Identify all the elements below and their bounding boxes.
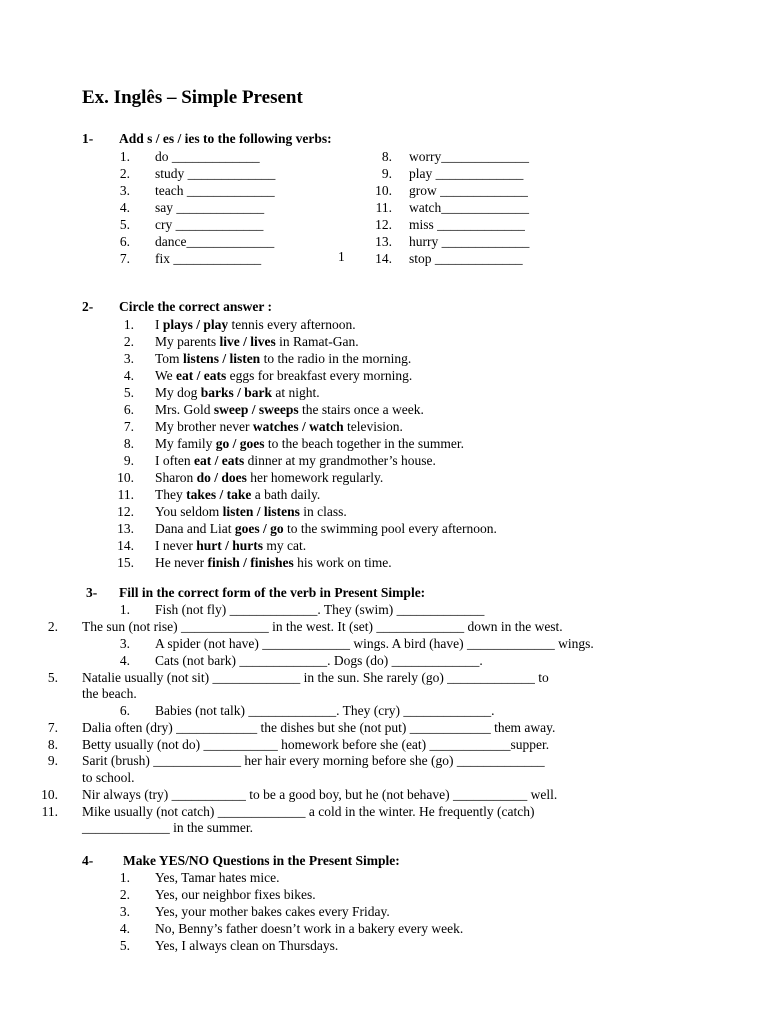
- item-text: [155, 504, 347, 519]
- list-item: [116, 233, 275, 250]
- sentence-end: to the beach together in the summer.: [264, 436, 464, 451]
- answer-choices[interactable]: listens / listen: [182, 351, 261, 366]
- sentence-end: to the radio in the morning.: [260, 351, 412, 366]
- list-item: [116, 199, 275, 216]
- sentence-start: I often: [155, 453, 194, 468]
- answer-choices[interactable]: listen / listens: [222, 504, 300, 519]
- answer-choices[interactable]: eat / eats: [193, 453, 245, 468]
- item-number: 5.: [119, 938, 130, 953]
- section-3-item-11-continued: _____________ in the summer.: [82, 820, 253, 835]
- item-text: No, Benny’s father doesn’t work in a bakery every week.: [155, 921, 464, 936]
- item-text: watch_____________: [409, 200, 529, 215]
- item-text: [155, 368, 412, 383]
- list-item: [370, 216, 529, 233]
- item-number: 8.: [47, 737, 58, 752]
- item-text: [155, 317, 356, 332]
- list-item: [370, 148, 529, 165]
- list-item: [112, 486, 497, 503]
- sentence-start: Dana and Liat: [155, 521, 235, 536]
- list-item: [112, 886, 463, 903]
- item-text: Yes, our neighbor fixes bikes.: [155, 887, 316, 902]
- answer-choices[interactable]: go / goes: [215, 436, 265, 451]
- item-number: 2.: [123, 334, 134, 349]
- sentence-start: You seldom: [155, 504, 223, 519]
- item-text: [155, 419, 403, 434]
- item-number: 5.: [119, 217, 130, 232]
- list-item: [112, 937, 463, 954]
- item-number: 9.: [47, 753, 58, 768]
- section-3-item-3: [112, 635, 594, 652]
- sentence-start: Tom: [155, 351, 183, 366]
- item-number: 5.: [47, 670, 58, 685]
- section-4-number: 4-: [82, 853, 94, 868]
- item-text: Yes, Tamar hates mice.: [155, 870, 280, 885]
- item-text: [155, 436, 464, 451]
- sentence-end: tennis every afternoon.: [228, 317, 356, 332]
- item-text: fix _____________: [155, 251, 262, 266]
- sentence-start: Mrs. Gold: [155, 402, 214, 417]
- item-text: worry_____________: [409, 149, 529, 164]
- item-text: Yes, your mother bakes cakes every Friday.: [155, 904, 390, 919]
- sentence-start: We: [155, 368, 177, 383]
- item-number: 7.: [119, 251, 130, 266]
- item-number: 1.: [123, 317, 134, 332]
- sentence-end: the stairs once a week.: [298, 402, 424, 417]
- section-1-number: 1-: [82, 131, 94, 146]
- item-number: 13.: [117, 521, 134, 536]
- section-3-item-4: [112, 652, 483, 669]
- sentence-start: I: [155, 317, 163, 332]
- list-item: [370, 165, 529, 182]
- item-number: 11.: [41, 804, 58, 819]
- list-item: [370, 233, 529, 250]
- item-number: 4.: [119, 921, 130, 936]
- item-text: [155, 351, 411, 366]
- sentence-start: My brother never: [155, 419, 253, 434]
- section-4-list: [112, 869, 463, 954]
- sentence-end: my cat.: [263, 538, 307, 553]
- item-number: 1.: [119, 870, 130, 885]
- item-text: Mike usually (not catch) _____________ a cold in the winter. He frequently (catch): [82, 804, 535, 819]
- item-text: cry _____________: [155, 217, 264, 232]
- list-item: [112, 384, 497, 401]
- item-number: 9.: [123, 453, 134, 468]
- sentence-start: My family: [155, 436, 216, 451]
- item-text: A spider (not have) _____________ wings. A bird (have) _____________ wings.: [155, 636, 594, 651]
- sentence-end: in Ramat-Gan.: [275, 334, 359, 349]
- item-text: [155, 538, 306, 553]
- section-3-item-6: [112, 702, 494, 719]
- item-number: 11.: [117, 487, 134, 502]
- answer-choices[interactable]: takes / take: [186, 487, 252, 502]
- item-number: 1.: [119, 602, 130, 617]
- item-number: 14.: [117, 538, 134, 553]
- section-2-heading: Circle the correct answer :: [119, 299, 272, 314]
- sentence-start: Sharon: [155, 470, 197, 485]
- item-text: say _____________: [155, 200, 265, 215]
- answer-choices[interactable]: eat / eats: [176, 368, 227, 383]
- section-3-item-8: [40, 736, 549, 753]
- item-text: [155, 521, 497, 536]
- list-item: [112, 537, 497, 554]
- section-1-left-list: [116, 148, 275, 267]
- section-3-item-5: [40, 669, 549, 686]
- list-item: [112, 418, 497, 435]
- item-text: Sarit (brush) _____________ her hair every morning before she (go) _____________: [82, 753, 545, 768]
- section-3-heading: Fill in the correct form of the verb in Present Simple:: [119, 585, 426, 600]
- list-item: [370, 199, 529, 216]
- section-3-item-1: [112, 601, 484, 618]
- item-text: [155, 385, 320, 400]
- sentence-end: dinner at my grandmother’s house.: [244, 453, 436, 468]
- list-item: [116, 182, 275, 199]
- answer-choices[interactable]: barks / bark: [200, 385, 273, 400]
- item-text: stop _____________: [409, 251, 523, 266]
- item-text: [155, 402, 424, 417]
- item-number: 5.: [123, 385, 134, 400]
- sentence-start: I never: [155, 538, 197, 553]
- section-2-list: [112, 316, 497, 571]
- item-number: 10.: [41, 787, 58, 802]
- sentence-end: her homework regularly.: [246, 470, 384, 485]
- item-text: Fish (not fly) _____________. They (swim) _____________: [155, 602, 485, 617]
- sentence-start: My dog: [155, 385, 201, 400]
- item-number: 9.: [381, 166, 392, 181]
- item-text: study _____________: [155, 166, 276, 181]
- sentence-end: to the swimming pool every afternoon.: [283, 521, 497, 536]
- item-text: Cats (not bark) _____________. Dogs (do) _____________.: [155, 653, 483, 668]
- list-item: [112, 520, 497, 537]
- item-text: Yes, I always clean on Thursdays.: [155, 938, 339, 953]
- item-text: [155, 555, 392, 570]
- list-item: [112, 452, 497, 469]
- answer-choices[interactable]: plays / play: [162, 317, 229, 332]
- sentence-end: in class.: [299, 504, 347, 519]
- list-item: [370, 250, 529, 267]
- section-3-item-7: [40, 719, 555, 736]
- list-item: [112, 401, 497, 418]
- list-item: [112, 503, 497, 520]
- sentence-end: his work on time.: [293, 555, 392, 570]
- sentence-end: a bath daily.: [251, 487, 321, 502]
- item-number: 2.: [119, 887, 130, 902]
- item-number: 6.: [119, 234, 130, 249]
- list-item: [112, 316, 497, 333]
- item-text: Dalia often (dry) ____________ the dishes but she (not put) ____________ them away.: [82, 720, 556, 735]
- list-item: [112, 920, 463, 937]
- section-2-number: 2-: [82, 299, 94, 314]
- stray-mark: 1: [338, 249, 345, 264]
- item-number: 3.: [123, 351, 134, 366]
- item-text: [155, 334, 359, 349]
- item-text: play _____________: [409, 166, 524, 181]
- section-3-item-9-continued: to school.: [82, 770, 135, 785]
- answer-choices[interactable]: do / does: [196, 470, 247, 485]
- list-item: [112, 469, 497, 486]
- item-number: 4.: [119, 653, 130, 668]
- item-number: 7.: [123, 419, 134, 434]
- section-3-item-10: [40, 786, 557, 803]
- list-item: [112, 367, 497, 384]
- item-text: Babies (not talk) _____________. They (cry) _____________.: [155, 703, 495, 718]
- item-number: 12.: [117, 504, 134, 519]
- item-number: 10.: [117, 470, 134, 485]
- list-item: [116, 165, 275, 182]
- list-item: [112, 350, 497, 367]
- item-number: 2.: [47, 619, 58, 634]
- item-number: 12.: [375, 217, 392, 232]
- list-item: [112, 333, 497, 350]
- item-text: teach _____________: [155, 183, 275, 198]
- item-text: [155, 487, 320, 502]
- sentence-end: at night.: [272, 385, 320, 400]
- list-item: [112, 869, 463, 886]
- section-3-number: 3-: [86, 585, 98, 600]
- item-number: 3.: [119, 183, 130, 198]
- list-item: [370, 182, 529, 199]
- sentence-start: He never: [155, 555, 208, 570]
- list-item: [112, 554, 497, 571]
- item-text: do _____________: [155, 149, 260, 164]
- list-item: [116, 148, 275, 165]
- item-text: Betty usually (not do) ___________ homework before she (eat) ____________supper.: [82, 737, 550, 752]
- answer-choices[interactable]: goes / go: [234, 521, 284, 536]
- section-1-right-list: [370, 148, 529, 267]
- sentence-end: eggs for breakfast every morning.: [226, 368, 413, 383]
- answer-choices[interactable]: watches / watch: [252, 419, 344, 434]
- section-3-item-5-continued: the beach.: [82, 686, 137, 701]
- item-text: hurry _____________: [409, 234, 530, 249]
- item-text: dance_____________: [155, 234, 275, 249]
- item-number: 10.: [375, 183, 392, 198]
- item-text: [155, 453, 436, 468]
- item-text: Natalie usually (not sit) _____________ in the sun. She rarely (go) _____________ to: [82, 670, 549, 685]
- section-3-item-9: [40, 752, 545, 769]
- item-number: 6.: [123, 402, 134, 417]
- answer-choices[interactable]: live / lives: [219, 334, 276, 349]
- sentence-start: They: [155, 487, 187, 502]
- section-3-item-2: [40, 618, 563, 635]
- sentence-start: My parents: [155, 334, 220, 349]
- list-item: [116, 216, 275, 233]
- answer-choices[interactable]: finish / finishes: [207, 555, 294, 570]
- item-number: 2.: [119, 166, 130, 181]
- list-item: [112, 435, 497, 452]
- page-title: Ex. Inglês – Simple Present: [82, 87, 303, 108]
- answer-choices[interactable]: hurt / hurts: [196, 538, 263, 553]
- item-number: 3.: [119, 636, 130, 651]
- item-number: 6.: [119, 703, 130, 718]
- answer-choices[interactable]: sweep / sweeps: [213, 402, 299, 417]
- item-number: 8.: [381, 149, 392, 164]
- item-text: grow _____________: [409, 183, 528, 198]
- item-number: 1.: [119, 149, 130, 164]
- item-number: 8.: [123, 436, 134, 451]
- item-text: [155, 470, 383, 485]
- item-number: 3.: [119, 904, 130, 919]
- item-number: 4.: [119, 200, 130, 215]
- item-text: The sun (not rise) _____________ in the west. It (set) _____________ down in the west.: [82, 619, 563, 634]
- item-text: miss _____________: [409, 217, 525, 232]
- section-3-item-11: [40, 803, 535, 820]
- item-number: 7.: [47, 720, 58, 735]
- sentence-end: television.: [343, 419, 403, 434]
- list-item: [112, 903, 463, 920]
- item-number: 15.: [117, 555, 134, 570]
- section-4-heading: Make YES/NO Questions in the Present Simple:: [123, 853, 400, 868]
- item-number: 14.: [375, 251, 392, 266]
- item-number: 4.: [123, 368, 134, 383]
- section-1-heading: Add s / es / ies to the following verbs:: [119, 131, 332, 146]
- item-text: Nir always (try) ___________ to be a good boy, but he (not behave) ___________ well.: [82, 787, 558, 802]
- list-item: [116, 250, 275, 267]
- item-number: 11.: [375, 200, 392, 215]
- item-number: 13.: [375, 234, 392, 249]
